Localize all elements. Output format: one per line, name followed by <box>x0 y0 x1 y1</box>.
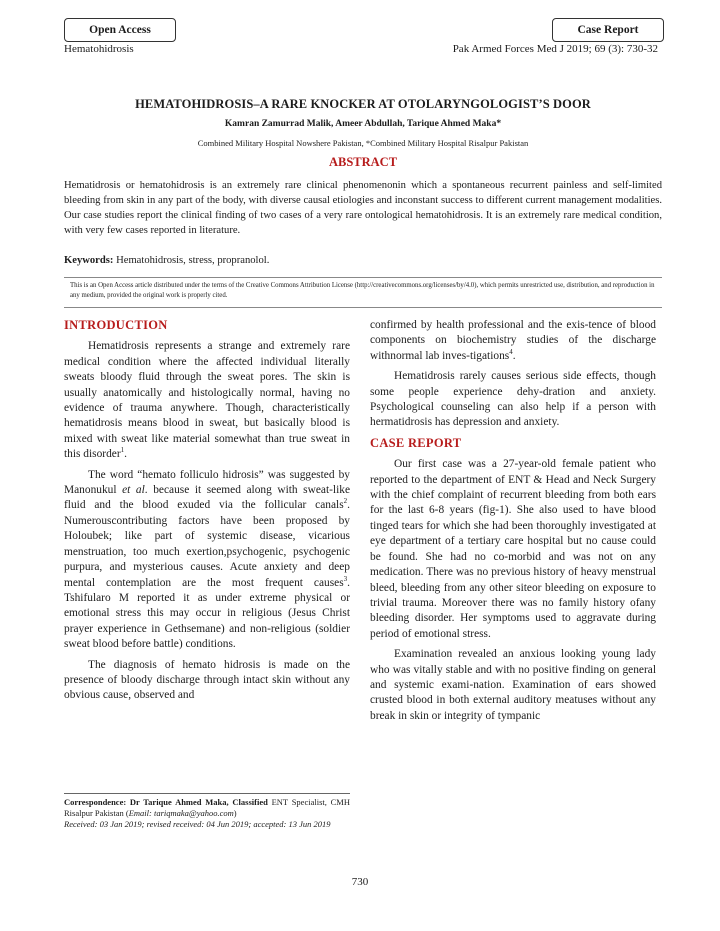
running-head-right: Pak Armed Forces Med J 2019; 69 (3): 730-32 <box>452 43 658 55</box>
abstract-text: Hematidrosis or hematohidrosis is an extremely rare clinical phenomenonin which a spontaneous recurrent painless and self-limited bleeding from skin in any part of the body, with diverse causal etiologies and inconstant success to different current management modalities. Our case studies report the clinical finding of two cases of a very rare ontological hematohidrosis. It is an extremely rare medical condition, with very few cases reported in literature. <box>64 180 662 236</box>
intro-paragraph-1: Hematidrosis represents a strange and extremely rare medical condition where the affected individual literally sweats bloody fluid through the sweat pores. The skin is usually anatomically and histologically normal, having no evidence of trauma anywhere. Though, characteristically hematidrosis means blood in sweat, but basically blood is mixed with sweat like material somewhat than true sweat in this disorder$^1$. <box>64 340 350 461</box>
intro-paragraph-2: The word “hemato folliculo hidrosis” was suggested by Manonukul et al. because it seemed along with sweat-like fluid and the blood exuded via the follicular canals$^2$. Numerouscontributing factors have been proposed by Holoubek; like part of systemic disease, vicarious menstruation, too much exertion,psychogenic, psychogenic purpura, and mysterious causes. Acute anxiety and deep mental contemplation are the most frequent causes$^3$. Tshifularo M reported it as under extreme physical or emotional stress this may occur in religious (Jesus Christ prayer experience in Gethsemane) and non-religious (soldier sweat blood before battle) conditions. <box>64 468 350 651</box>
keywords-list: Hematohidrosis, stress, propranolol. <box>116 255 270 266</box>
author-affiliations: Combined Military Hospital Nowshere Pakistan, *Combined Military Hospital Risalpur Pakistan <box>197 138 529 148</box>
citation-ref: 3 <box>343 574 348 583</box>
open-access-badge: Open Access <box>64 18 176 42</box>
case-report-badge: Case Report <box>552 18 664 42</box>
license-rule-bottom <box>64 307 662 308</box>
correspondence-rule <box>64 793 350 794</box>
right-column <box>370 318 656 729</box>
introduction-heading: INTRODUCTION <box>64 318 168 332</box>
author-list: Kamran Zamurrad Malik, Ameer Abdullah, Tarique Ahmed Maka* <box>224 119 502 129</box>
intro-paragraph-3-continued: confirmed by health professional and the exis-tence of blood components on biochemistry studies of the discharge withnormal lab inves-tigations$^4$. <box>370 319 656 362</box>
license-notice: This is an Open Access article distributed under the terms of the Creative Commons Attribution License (http://creativecommons.org/licenses/by/4.0), which permits unrestricted use, distribution, and reproduction in any medium, provided the original work is properly cited. <box>70 282 655 299</box>
license-rule-top <box>64 277 662 278</box>
case-paragraph-1: Our first case was a 27-year-old female patient who reported to the department of ENT & Head and Neck Surgery with the chief complaint of recurrent bleeding from both ears for the last 6-8 years (fig-1). She also used to have blood tinged tears for which she had been thoroughly investigated at eye department of a tertiary care hospital but no cause could be found. She had no co-morbid and was not on any medication. There was no previous history of heavy menstrual bleed, bleeding from any other siteor bleeding on exposure to trivial trauma. Moreover there was no family history ofany bleeding disorder. Her symptoms used to aggravate during period of emotional stress. <box>370 458 656 640</box>
case-report-heading: CASE REPORT <box>370 435 462 450</box>
citation-ref: 1 <box>120 446 125 455</box>
citation-ref: 4 <box>509 348 513 357</box>
article-title: HEMATOHIDROSIS–A RARE KNOCKER AT OTOLARYNGOLOGIST’S DOOR <box>135 97 591 111</box>
intro-paragraph-3: The diagnosis of hemato hidrosis is made on the presence of bloody discharge through intact skin without any obvious cause, observed and <box>64 658 350 702</box>
keywords <box>64 255 662 266</box>
intro-paragraph-4: Hematidrosis rarely causes serious side effects, though some people experience dehy-dration and anxiety. Psychological counseling can also help if a person with hermatidrosis has depression and anxiety. <box>370 370 656 429</box>
keywords-label: Keywords: <box>64 255 114 266</box>
correspondence-note: Correspondence: Dr Tarique Ahmed Maka, Classified ENT Specialist, CMH Risalpur Pakistan (Email: tariqmaka@yahoo.com) Received: 03 Jan 2019; revised received: 04 Jun 2019; accepted: 13 Jun 2019 <box>64 797 350 829</box>
citation-ref: 2 <box>343 497 348 506</box>
abstract-heading: ABSTRACT <box>328 155 398 169</box>
page-number: 730 <box>351 876 369 888</box>
running-head-left: Hematohidrosis <box>64 43 134 55</box>
left-column <box>64 318 350 709</box>
case-paragraph-2: Examination revealed an anxious looking young lady who was vitally stable and with no positive finding on general and systemic exami-nation. Examination of ears showed crusted blood in both external auditory meatuses without any break in skin or integrity of tympanic <box>370 648 656 722</box>
